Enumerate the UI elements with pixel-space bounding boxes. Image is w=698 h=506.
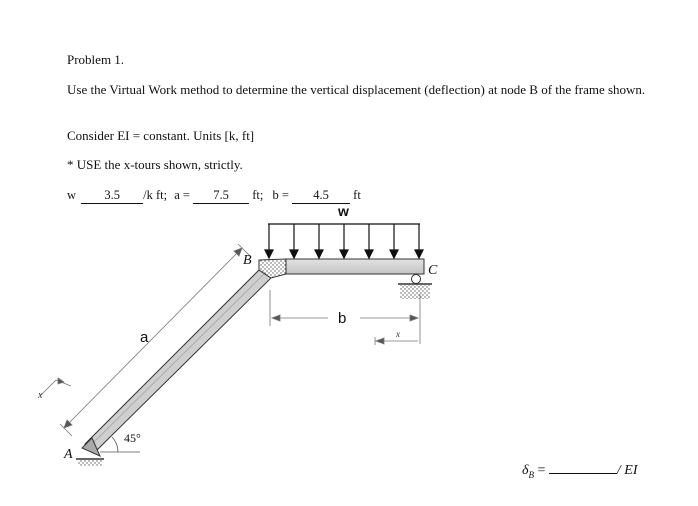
load-arrow [265, 224, 273, 258]
answer-blank[interactable] [549, 461, 617, 474]
problem-title: Problem 1. [67, 52, 125, 67]
load-label-w: w [338, 203, 349, 219]
w-prefix: w [67, 188, 77, 202]
delta-symbol: δ [522, 463, 529, 478]
horizontal-beam [285, 259, 424, 274]
dimension-label-b: b [338, 310, 347, 327]
x-label-left: x [38, 390, 43, 401]
problem-statement: Use the Virtual Work method to determine the vertical displacement (deflection) at node B of the frame shown. [67, 82, 646, 97]
load-arrow [340, 224, 348, 258]
node-label-a: A [64, 447, 73, 462]
a-unit: ft; [252, 188, 264, 202]
b-unit: ft [353, 188, 361, 202]
load-arrow [315, 224, 323, 258]
load-arrow [415, 224, 423, 258]
answer-line [522, 461, 638, 483]
roller-support-c [398, 275, 432, 300]
answer-units: / EI [616, 463, 638, 478]
dimension-a [60, 244, 250, 436]
node-label-b: B [243, 253, 252, 268]
load-arrow [290, 224, 298, 258]
w-unit: /k ft; [143, 188, 168, 202]
load-arrow [390, 224, 398, 258]
delta-subscript: B [528, 469, 535, 480]
w-value: 3.5 [81, 187, 143, 204]
b-prefix: b = [272, 188, 289, 202]
node-label-c: C [428, 263, 438, 278]
a-prefix: a = [174, 188, 190, 202]
x-tours-note: * USE the x-tours shown, strictly. [67, 157, 243, 172]
x-label-right: x [396, 329, 400, 339]
consider-statement: Consider EI = constant. Units [k, ft] [67, 128, 255, 143]
a-value: 7.5 [193, 187, 249, 204]
load-arrow [365, 224, 373, 258]
b-value: 4.5 [292, 187, 350, 204]
x-dimension-left [40, 378, 71, 396]
answer-equals: = [537, 463, 546, 478]
dimension-label-a: a [140, 329, 149, 346]
distributed-load [265, 224, 423, 258]
angle-label: 45° [124, 431, 141, 445]
